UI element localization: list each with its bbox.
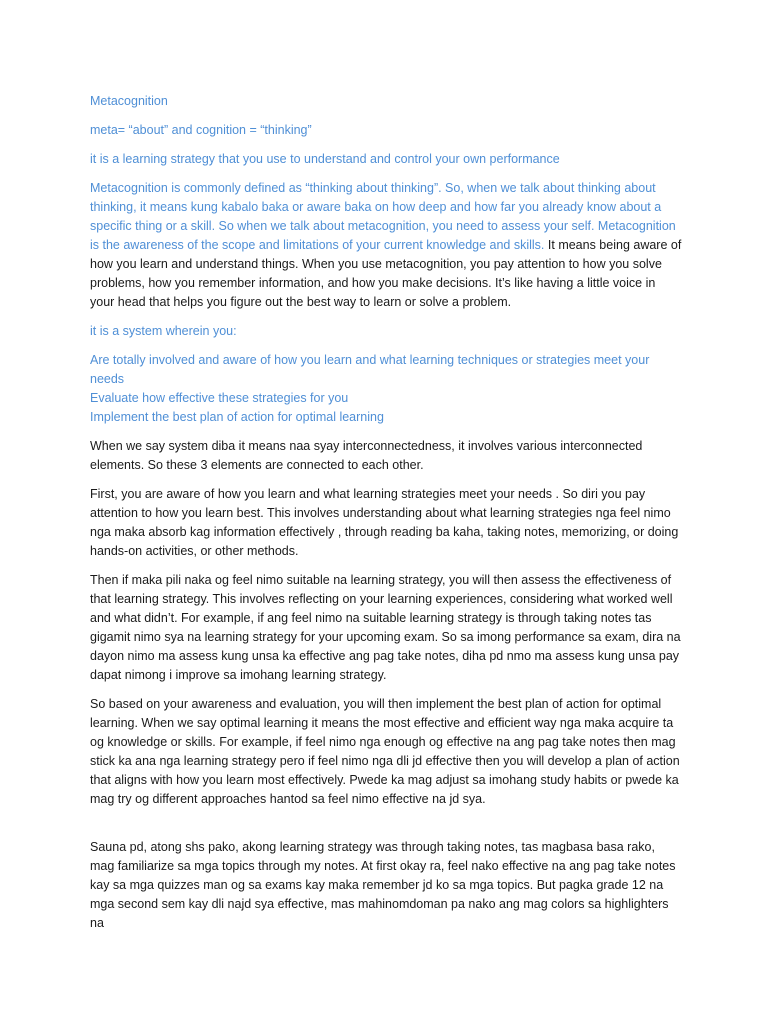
system-paragraph: When we say system diba it means naa syay interconnectedness, it involves various interconnected elements. So these 3 elements are connected to each other. [90, 439, 643, 472]
system-list [90, 351, 682, 427]
document-title: Metacognition [90, 94, 168, 108]
document-page [90, 92, 682, 943]
metacognition-paragraph-blue: Metacognition is commonly defined as “thinking about thinking”. So, when we talk about thinking about thinking, it means kung kabalo baka or aware baka on how deep and how far you already know about a specific thing or a skill. So when we talk about metacognition, you need to assess your self. Metacognition is the awareness of the scope and limitations of your current knowledge and skills. [90, 181, 676, 252]
sauna-paragraph: Sauna pd, atong shs pako, akong learning strategy was through taking notes, tas magbasa basa rako, mag familiarize sa mga topics through my notes. At first okay ra, feel nako effective na ang pag take notes kay sa mga quizzes man og sa exams kay maka remember jd ko sa mga topics. But pagka grade 12 na mga second sem kay dli najd sya effective, mas mahinomdoman pa nako ang mag colors sa highlighters na [90, 840, 676, 930]
strategy-line: it is a learning strategy that you use to understand and control your own performance [90, 152, 560, 166]
first-paragraph: First, you are aware of how you learn and what learning strategies meet your needs . So diri you pay attention to how you learn best. This involves understanding about what learning strategies nga feel nimo nga maka absorb kag information effectively , through reading ba kaha, taking notes, memorizing, or doing hands-on activities, or other methods. [90, 487, 679, 558]
then-paragraph: Then if maka pili naka og feel nimo suitable na learning strategy, you will then assess the effectiveness of that learning strategy. This involves reflecting on your learning experiences, considering what worked well and what didn’t. For example, if ang feel nimo na suitable learning strategy is through taking notes tas gigamit nimo sya na learning strategy for your upcoming exam. So sa imong performance sa exam, dira na dayon nimo ma assess kung unsa ka effective ang pag take notes, diha pd nmo ma assess kung unsa pay dapat nimong i improve sa imohang learning strategy. [90, 573, 681, 682]
system-intro: it is a system wherein you: [90, 324, 237, 338]
so-paragraph: So based on your awareness and evaluation, you will then implement the best plan of action for optimal learning. When we say optimal learning it means the most effective and efficient way nga maka acquire ta og knowledge or skills. For example, if feel nimo nga enough og effective na ang pag take notes then mag stick ka ana nga learning strategy pero if feel nimo nga dli jd effective then you will develop a plan of action that aligns with how you learn most effectively. Pwede ka mag adjust sa imohang study habits or pwede ka mag try og different approaches hantod sa feel nimo effective na jd sya. [90, 697, 680, 806]
list-item: Are totally involved and aware of how you learn and what learning techniques or strategies meet your needs [90, 353, 650, 386]
metacognition-paragraph-dark: It means being aware of how you learn and understand things. When you use metacognition, you pay attention to how you solve problems, how you remember information, and how you make decisions. It’s like having a little voice in your head that helps you figure out the best way to learn or solve a problem. [90, 238, 682, 309]
metacognition-paragraph [90, 179, 682, 312]
list-item: Implement the best plan of action for optimal learning [90, 410, 384, 424]
blank-line [90, 819, 682, 838]
list-item: Evaluate how effective these strategies for you [90, 391, 349, 405]
definition-line: meta= “about” and cognition = “thinking” [90, 123, 312, 137]
